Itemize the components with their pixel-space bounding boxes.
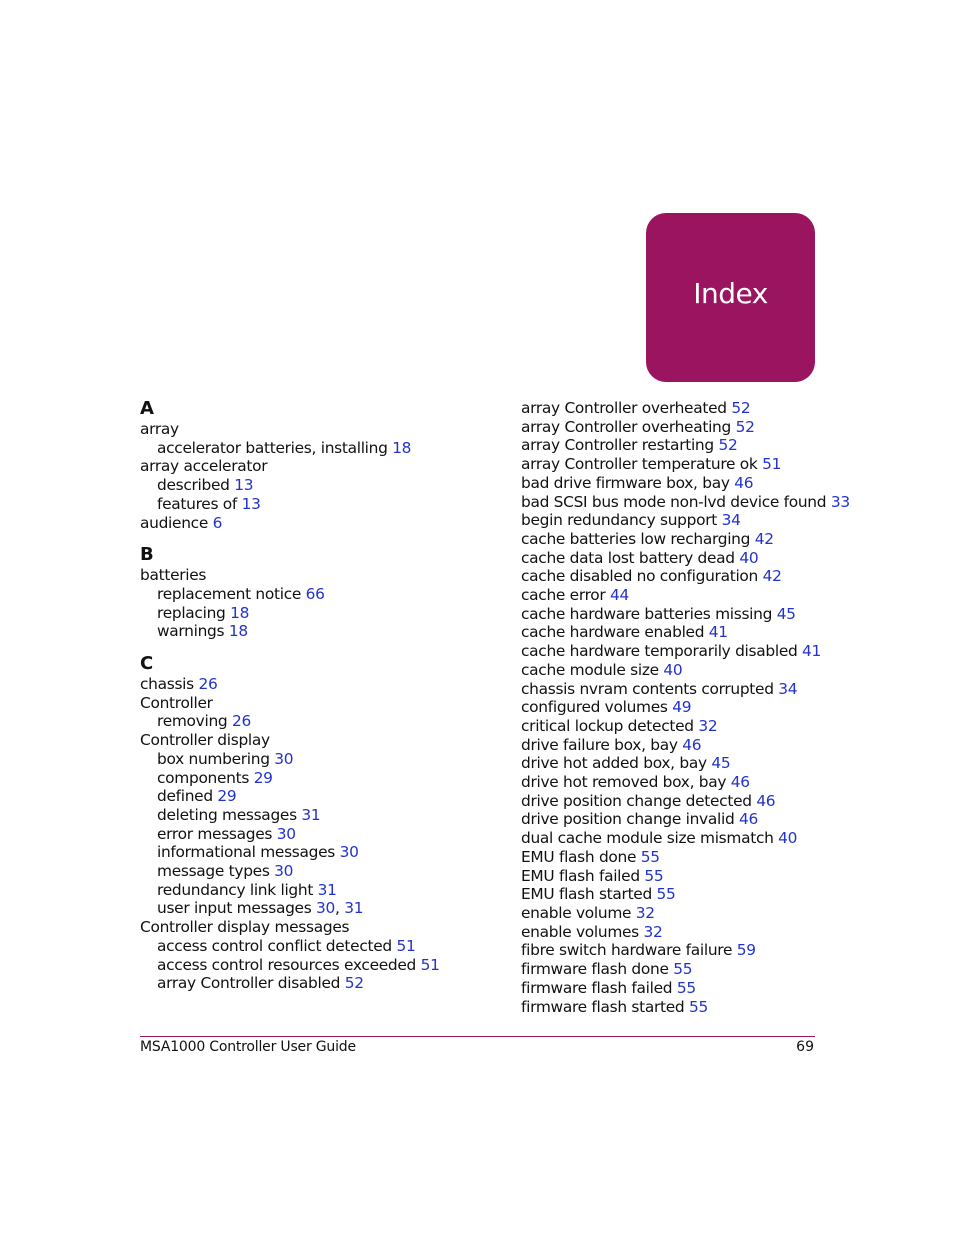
index-term: configured volumes [521, 698, 668, 717]
index-subentry: user input messages 30, 31 [157, 899, 364, 918]
index-entry [521, 436, 821, 455]
index-term: begin redundancy support [521, 511, 717, 530]
index-term: cache hardware temporarily disabled [521, 642, 798, 661]
page-link[interactable]: 18 [392, 438, 412, 457]
index-entry [521, 680, 821, 699]
section-letter: C [140, 653, 153, 675]
index-term: array Controller temperature ok [521, 455, 758, 474]
page-link[interactable]: 29 [217, 787, 237, 806]
index-subentry [140, 604, 480, 623]
index-entry [140, 566, 480, 585]
section-letter: B [140, 544, 154, 566]
index-term: chassis nvram contents corrupted [521, 679, 774, 698]
page-link[interactable]: 55 [676, 978, 696, 997]
index-term: message types [157, 862, 270, 881]
index-column-right [521, 399, 850, 1016]
page-link[interactable]: 46 [682, 735, 702, 754]
index-entry [521, 623, 821, 642]
index-term: chassis [140, 675, 194, 694]
index-entry [521, 698, 821, 717]
index-subentry [140, 622, 480, 641]
index-entry [521, 885, 821, 904]
index-term: cache hardware batteries missing [521, 604, 773, 623]
index-subentry [140, 825, 480, 844]
page-link[interactable]: 40 [778, 829, 798, 848]
index-entry [521, 642, 821, 661]
index-entry [521, 511, 821, 530]
page-link[interactable]: 52 [731, 399, 751, 417]
index-term: EMU flash started [521, 885, 652, 904]
index-term: warnings [157, 622, 225, 641]
index-term: defined [157, 787, 213, 806]
footer-rule [140, 1036, 815, 1037]
index-term: access control conflict detected [157, 936, 392, 955]
index-term: array accelerator [140, 457, 268, 476]
page-link[interactable]: 32 [698, 716, 718, 735]
index-term: Controller [140, 693, 213, 712]
index-term: cache error [521, 586, 606, 605]
index-term: described [157, 476, 230, 495]
index-entry [521, 661, 821, 680]
index-term: bad SCSI bus mode non-lvd device found [521, 492, 827, 511]
page-link[interactable]: 59 [736, 941, 756, 960]
index-term: replacement notice [157, 584, 302, 603]
index-term: replacing [157, 603, 226, 622]
page-link[interactable]: 44 [610, 586, 630, 605]
index-entry [521, 792, 821, 811]
index-term: informational messages [157, 843, 336, 862]
page-link[interactable]: 46 [734, 473, 754, 492]
index-term: Controller display [140, 731, 270, 750]
page-link[interactable]: 32 [643, 922, 663, 941]
index-subentry [140, 787, 480, 806]
page-link[interactable]: 55 [688, 997, 708, 1016]
index-subentry [140, 862, 480, 881]
page-link[interactable]: 34 [778, 679, 798, 698]
index-term: cache disabled no configuration [521, 567, 758, 586]
index-entry [521, 773, 821, 792]
index-term: enable volumes [521, 922, 639, 941]
index-entry [140, 694, 480, 713]
page-link[interactable]: 55 [656, 885, 676, 904]
page-link[interactable]: 52 [344, 974, 364, 993]
index-subentry [140, 439, 480, 458]
index-term: firmware flash failed [521, 978, 673, 997]
index-term: EMU flash failed [521, 866, 640, 885]
index-entry [521, 717, 821, 736]
index-entry [140, 457, 480, 476]
index-subentry [140, 712, 480, 731]
index-term: Controller display messages [140, 918, 350, 937]
index-entry [521, 848, 821, 867]
page-link[interactable]: 40 [663, 660, 683, 679]
page-link[interactable]: 42 [754, 529, 774, 548]
page-link[interactable]: 40 [739, 548, 759, 567]
page-link[interactable]: 46 [730, 773, 750, 792]
footer-page-number: 69 [796, 1039, 814, 1055]
index-entry [521, 567, 821, 586]
page-link[interactable]: 52 [718, 436, 738, 455]
page-link[interactable]: 26 [198, 675, 218, 694]
page-link[interactable]: 13 [241, 494, 261, 513]
index-term: array Controller restarting [521, 436, 714, 455]
page-link[interactable]: 46 [756, 791, 776, 810]
index-term: redundancy link light [157, 880, 314, 899]
index-term: features of [157, 494, 238, 513]
page-link[interactable]: 18 [230, 603, 250, 622]
index-title: Index [693, 277, 768, 310]
index-entry [521, 754, 821, 773]
page-link[interactable]: 30 [274, 749, 294, 768]
index-entry [521, 418, 821, 437]
page-link[interactable]: 66 [305, 584, 325, 603]
index-term: firmware flash done [521, 960, 669, 979]
index-term: audience [140, 513, 208, 532]
index-entry [521, 923, 821, 942]
index-term: fibre switch hardware failure [521, 941, 733, 960]
page-link[interactable]: 13 [234, 476, 254, 495]
index-entry [521, 960, 821, 979]
index-term: drive position change invalid [521, 810, 735, 829]
section-letter: A [140, 398, 154, 419]
page-link[interactable]: 18 [228, 622, 248, 641]
index-term: removing [157, 712, 228, 731]
page-link[interactable]: 41 [802, 642, 822, 661]
page-link[interactable]: 30 [316, 899, 336, 918]
index-entry [521, 998, 821, 1017]
page-link[interactable]: 31 [317, 880, 337, 899]
index-term: cache module size [521, 660, 659, 679]
index-entry [140, 675, 480, 694]
index-entry [140, 420, 480, 439]
index-entry [521, 492, 850, 512]
index-term: firmware flash started [521, 997, 685, 1016]
index-subentry [140, 585, 480, 604]
page-link[interactable]: 31 [344, 899, 364, 918]
page-link[interactable]: 52 [735, 417, 755, 436]
index-entry [140, 731, 480, 750]
page-link[interactable]: 55 [644, 866, 664, 885]
index-subentry [140, 956, 480, 975]
index-term: drive failure box, bay [521, 735, 678, 754]
page-link[interactable]: 41 [708, 623, 728, 642]
index-term: components [157, 768, 250, 787]
page-link[interactable]: 30 [339, 843, 359, 862]
page-link[interactable]: 55 [640, 847, 660, 866]
index-term: drive position change detected [521, 791, 752, 810]
index-section [140, 544, 480, 641]
index-term: drive hot removed box, bay [521, 773, 727, 792]
index-section [140, 653, 480, 993]
index-entry [521, 530, 821, 549]
page-link[interactable]: 55 [673, 960, 693, 979]
index-term: enable volume [521, 903, 632, 922]
page-link[interactable]: 49 [672, 698, 692, 717]
index-entry [521, 455, 821, 474]
index-subentry [140, 806, 480, 825]
index-entry [140, 918, 480, 937]
index-entry [521, 736, 821, 755]
page-link[interactable]: 29 [253, 768, 273, 787]
index-entry [521, 810, 821, 829]
index-subentry [140, 476, 480, 495]
index-entry [521, 549, 821, 568]
index-term: array Controller overheated [521, 399, 727, 417]
index-term: dual cache module size mismatch [521, 829, 774, 848]
index-term: bad drive firmware box, bay [521, 473, 730, 492]
footer-title: MSA1000 Controller User Guide [140, 1039, 356, 1055]
index-term: error messages [157, 824, 273, 843]
index-term: cache batteries low recharging [521, 529, 751, 548]
index-section [140, 398, 480, 532]
index-subentry [140, 750, 480, 769]
page-link[interactable]: 45 [711, 754, 731, 773]
page-link[interactable]: 30 [274, 862, 294, 881]
index-entry [521, 979, 821, 998]
index-entry [521, 904, 821, 923]
page-link[interactable]: 30 [276, 824, 296, 843]
index-entry [521, 867, 821, 886]
index-subentry [140, 974, 480, 993]
index-term: accelerator batteries, installing [157, 438, 388, 457]
index-term: deleting messages [157, 805, 297, 824]
page-link[interactable]: 32 [635, 903, 655, 922]
index-term: drive hot added box, bay [521, 754, 707, 773]
page-link[interactable]: 51 [420, 955, 440, 974]
index-term: batteries [140, 566, 207, 585]
page-link[interactable]: 51 [396, 936, 416, 955]
index-term: box numbering [157, 749, 270, 768]
index-entry [521, 399, 821, 418]
index-entry [521, 586, 821, 605]
index-term: array Controller overheating [521, 417, 731, 436]
index-tab [646, 213, 815, 382]
index-subentry [140, 937, 480, 956]
index-subentry [140, 881, 480, 900]
page-link[interactable]: 34 [721, 511, 741, 530]
page-link[interactable]: 33 [830, 492, 850, 511]
index-subentry [140, 495, 480, 514]
index-entry [521, 605, 821, 624]
index-term: EMU flash done [521, 847, 637, 866]
index-term: user input messages [157, 899, 312, 918]
page-link[interactable]: 31 [301, 805, 321, 824]
page-link[interactable]: 42 [762, 567, 782, 586]
index-term: array Controller disabled [157, 974, 341, 993]
index-term: critical lockup detected [521, 716, 694, 735]
index-subentry [140, 843, 480, 862]
index-entry [521, 941, 821, 960]
index-term: cache data lost battery dead [521, 548, 735, 567]
page-link[interactable]: 46 [739, 810, 758, 829]
index-column-left [140, 398, 480, 1005]
page-link[interactable]: 45 [776, 604, 796, 623]
index-entry [140, 514, 480, 533]
page-link[interactable]: 51 [762, 455, 782, 474]
index-entry [521, 474, 821, 493]
page-link[interactable]: 6 [212, 513, 223, 532]
index-entry [521, 829, 821, 848]
index-term: array [140, 420, 179, 438]
page-link[interactable]: 26 [231, 712, 251, 731]
index-term: cache hardware enabled [521, 623, 705, 642]
index-term: access control resources exceeded [157, 955, 417, 974]
index-subentry [140, 769, 480, 788]
